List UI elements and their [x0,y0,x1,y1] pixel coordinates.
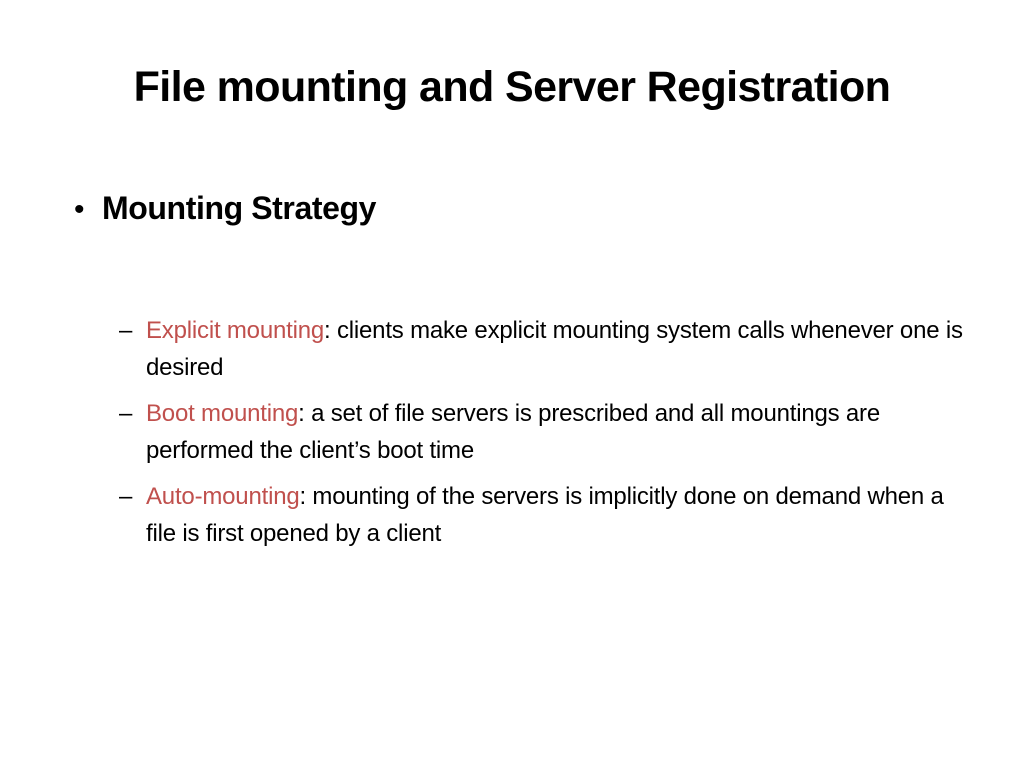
term-label: Boot mounting [146,400,299,427]
dash-marker: – [119,483,133,510]
sub-bullet-boot-mounting [119,395,979,469]
dash-marker: – [119,317,133,344]
term-label: Auto-mounting [146,483,300,510]
slide-title: File mounting and Server Registration [133,63,891,111]
dash-marker: – [119,400,133,427]
term-description: : mounting of the servers is implicitly done on demand when a file is first opened by a client [146,483,944,547]
sub-bullet-list [119,312,979,561]
term-label: Explicit mounting [146,317,325,344]
term-description: : a set of file servers is prescribed and all mountings are performed the client’s boot time [146,400,880,464]
bullet-mounting-strategy [74,190,376,227]
sub-bullet-body [146,395,979,469]
term-description: : clients make explicit mounting system calls whenever one is desired [146,317,963,381]
sub-bullet-body [146,478,979,552]
sub-bullet-body [146,312,979,386]
bullet-marker: • [74,193,85,226]
sub-bullet-auto-mounting [119,478,979,552]
bullet-text: Mounting Strategy [102,190,377,226]
sub-bullet-explicit-mounting [119,312,979,386]
